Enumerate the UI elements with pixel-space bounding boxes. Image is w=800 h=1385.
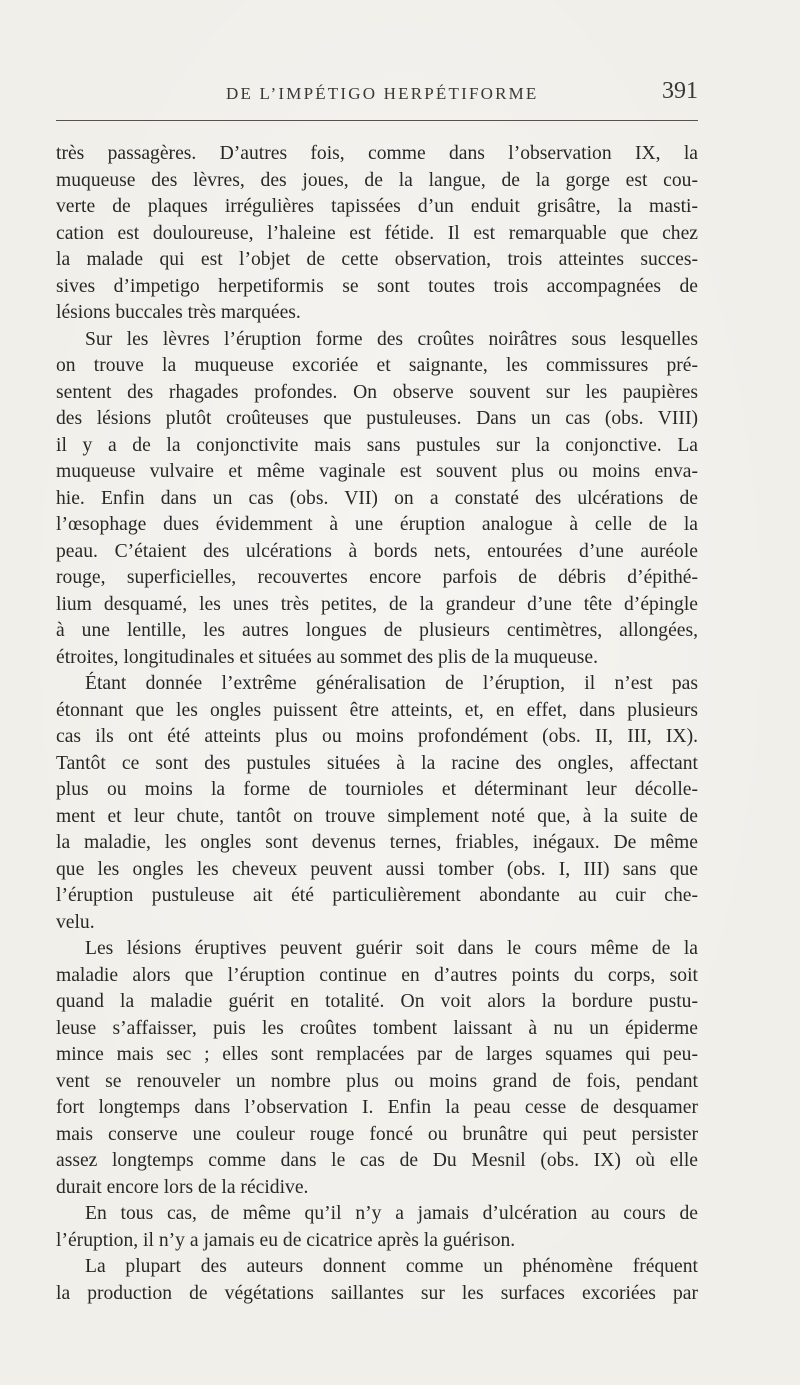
text-line: quand la maladie guérit en totalité. On voit alors la bordure pustu- [56, 991, 698, 1012]
text-line: étonnant que les ongles puissent être atteints, et, en effet, dans plusieurs [56, 699, 698, 721]
text-line: hie. Enfin dans un cas (obs. VII) on a constaté des ulcérations de [56, 487, 698, 509]
text-line: l’œsophage dues évidemment à une éruption analogue à celle de la [56, 514, 698, 535]
header-rule [56, 120, 698, 121]
text-line: on trouve la muqueuse excoriée et saignante, les commissures pré- [56, 355, 698, 376]
text-line: mince mais sec ; elles sont remplacées par de larges squames qui peu- [56, 1044, 698, 1065]
text-line: vent se renouveler un nombre plus ou moins grand de fois, pendant [56, 1070, 698, 1092]
text-line: leuse s’affaisser, puis les croûtes tombent laissant à nu un épiderme [56, 1017, 698, 1039]
page-header [56, 78, 698, 114]
text-line: muqueuse vulvaire et même vaginale est souvent plus ou moins enva- [56, 461, 698, 482]
page-number: 391 [662, 78, 698, 104]
text-line: lésions buccales très marquées. [56, 302, 301, 323]
text-line: la maladie, les ongles sont devenus ternes, friables, inégaux. De même [56, 832, 698, 853]
text-line: cas ils ont été atteints plus ou moins profondément (obs. II, III, IX). [56, 726, 698, 747]
text-line: plus ou moins la forme de tournioles et déterminant leur décolle- [56, 779, 698, 800]
text-line: étroites, longitudinales et situées au sommet des plis de la muqueuse. [56, 646, 598, 668]
text-line: verte de plaques irrégulières tapissées d’un enduit grisâtre, la masti- [56, 196, 698, 217]
text-line: ment et leur chute, tantôt on trouve simplement noté que, à la suite de [56, 805, 698, 827]
text-line: sentent des rhagades profondes. On observe souvent sur les paupières [56, 381, 698, 403]
text-line: muqueuse des lèvres, des joues, de la langue, de la gorge est cou- [56, 169, 698, 191]
text-line: l’éruption pustuleuse ait été particulièrement abondante au cuir che- [56, 885, 698, 906]
text-line: très passagères. D’autres fois, comme dans l’observation IX, la [56, 143, 698, 164]
text-line: fort longtemps dans l’observation I. Enfin la peau cesse de desquamer [56, 1097, 698, 1118]
body-text [56, 141, 698, 1307]
text-line: assez longtemps comme dans le cas de Du Mesnil (obs. IX) où elle [56, 1150, 698, 1171]
text-line: que les ongles les cheveux peuvent aussi tomber (obs. I, III) sans que [56, 858, 698, 880]
text-line: Tantôt ce sont des pustules situées à la racine des ongles, affectant [56, 752, 698, 774]
text-line: velu. [56, 911, 95, 933]
text-line: sives d’impetigo herpetiformis se sont toutes trois accompagnées de [56, 275, 698, 297]
text-line: la production de végétations saillantes sur les surfaces excoriées par [56, 1282, 698, 1304]
text-line: mais conserve une couleur rouge foncé ou brunâtre qui peut persister [56, 1123, 698, 1145]
text-line: durait encore lors de la récidive. [56, 1176, 309, 1198]
text-line: En tous cas, de même qu’il n’y a jamais d’ulcération au cours de [85, 1203, 698, 1224]
text-line: rouge, superficielles, recouvertes encore parfois de débris d’épithé- [56, 567, 698, 588]
text-line: maladie alors que l’éruption continue en d’autres points du corps, soit [56, 964, 698, 986]
text-line: la malade qui est l’objet de cette observation, trois atteintes succes- [56, 249, 698, 270]
text-line: Étant donnée l’extrême généralisation de l’éruption, il n’est pas [85, 673, 698, 694]
text-line: lium desquamé, les unes très petites, de la grandeur d’une tête d’épingle [56, 593, 698, 615]
text-line: des lésions plutôt croûteuses que pustuleuses. Dans un cas (obs. VIII) [56, 408, 698, 429]
text-line: l’éruption, il n’y a jamais eu de cicatrice après la guérison. [56, 1229, 516, 1251]
running-title: DE L’IMPÉTIGO HERPÉTIFORME [226, 84, 539, 103]
text-line: Sur les lèvres l’éruption forme des croûtes noirâtres sous lesquelles [85, 328, 698, 350]
text-line: à une lentille, les autres longues de plusieurs centimètres, allongées, [56, 620, 698, 641]
text-line: il y a de la conjonctivite mais sans pustules sur la conjonctive. La [56, 434, 698, 456]
text-line: Les lésions éruptives peuvent guérir soit dans le cours même de la [85, 938, 698, 959]
text-line: La plupart des auteurs donnent comme un phénomène fréquent [85, 1256, 698, 1277]
text-line: cation est douloureuse, l’haleine est fétide. Il est remarquable que chez [56, 222, 698, 244]
text-line: peau. C’étaient des ulcérations à bords nets, entourées d’une auréole [56, 540, 698, 562]
